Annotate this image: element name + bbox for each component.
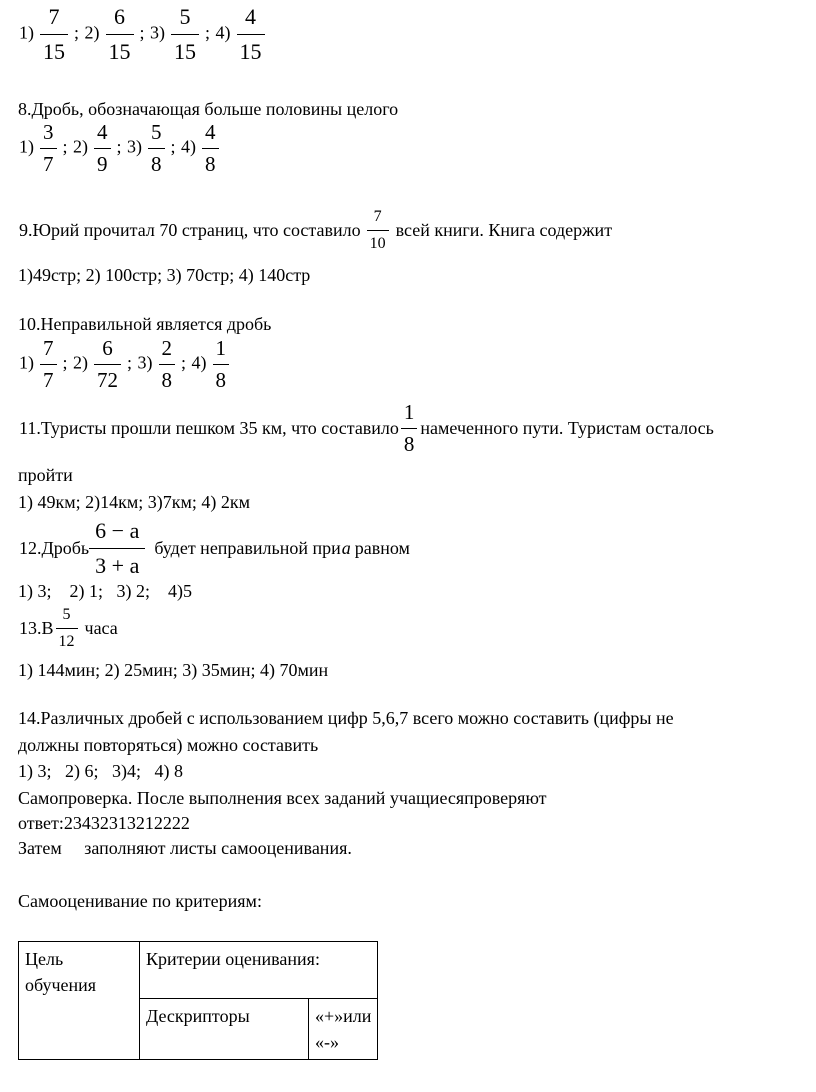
q10-option-1: 1) $\frac{7}{7}$ ; bbox=[19, 336, 68, 392]
q14-answers: 1) 3; 2) 6; 3)4; 4) 8 bbox=[18, 761, 183, 781]
fraction: $\frac{2}{8}$ bbox=[159, 336, 176, 393]
q8-option-1: 1) $\frac{3}{7}$ ; bbox=[19, 120, 68, 176]
q7-option-3: 3) $\frac{5}{15}$ ; bbox=[150, 4, 211, 64]
fraction: $\frac{1}{8}$ bbox=[213, 336, 230, 393]
fraction: $\frac{4}{9}$ bbox=[94, 120, 111, 177]
mark-header: «+»или «-» bbox=[315, 1006, 372, 1052]
descriptors-header: Дескрипторы bbox=[146, 1006, 250, 1026]
q9-question: 9.Юрий прочитал 70 страниц, что составило $\frac{7}{10}$ всей книги. Книга содержит bbox=[19, 208, 613, 252]
variable-a: a bbox=[341, 538, 351, 558]
q8-option-2: 2) $\frac{4}{9}$ ; bbox=[73, 120, 122, 176]
q8-option-3: 3) $\frac{5}{8}$ ; bbox=[127, 120, 176, 176]
criteria-heading: Самооценивание по критериям: bbox=[18, 891, 262, 911]
mark-header-cell bbox=[309, 999, 378, 1060]
q13-answers: 1) 144мин; 2) 25мин; 3) 35мин; 4) 70мин bbox=[18, 660, 329, 680]
q14-line2: должны повторяться) можно составить bbox=[18, 735, 319, 755]
q7-option-1: 1) $\frac{7}{15}$ ; bbox=[19, 4, 80, 64]
fraction: $\frac{6}{72}$ bbox=[94, 336, 121, 393]
fraction: $\frac{5}{12}$ bbox=[56, 606, 78, 651]
goal-header-cell bbox=[19, 942, 140, 1060]
q10-option-4: 4) $\frac{1}{8}$ bbox=[192, 336, 236, 393]
q7-option-4: 4) $\frac{4}{15}$ bbox=[216, 4, 271, 65]
fraction: $\frac{4}{8}$ bbox=[202, 120, 219, 177]
q10-options bbox=[18, 336, 235, 393]
q10-option-2: 2) $\frac{6}{72}$ ; bbox=[73, 336, 133, 392]
criteria-header: Критерии оценивания: bbox=[146, 949, 320, 969]
q8-title: 8.Дробь, обозначающая больше половины целого bbox=[18, 99, 399, 119]
q11-question: 11.Туристы прошли пешком 35 км, что составило $\frac{1}{8}$ намеченного пути. Туристам осталось bbox=[19, 400, 714, 456]
selfcheck-line3: Затем заполняют листы самооценивания. bbox=[18, 838, 352, 858]
selfcheck-line2: ответ:23432313212222 bbox=[18, 813, 190, 833]
fraction: $\frac{3}{7}$ bbox=[40, 120, 57, 177]
fraction: $\frac{5}{15}$ bbox=[171, 4, 199, 65]
q12-question: 12.Дробь $\frac{6 - a}{3 + a}$ будет неправильной приa равном bbox=[18, 514, 410, 583]
fraction: $\frac{1}{8}$ bbox=[401, 400, 418, 457]
q14-line1: 14.Различных дробей с использованием цифр 5,6,7 всего можно составить (цифры не bbox=[18, 708, 674, 728]
q11-answers: 1) 49км; 2)14км; 3)7км; 4) 2км bbox=[18, 492, 251, 512]
q11-question-cont: пройти bbox=[18, 465, 73, 485]
q8-option-4: 4) $\frac{4}{8}$ bbox=[181, 120, 225, 177]
descriptors-header-cell bbox=[140, 999, 309, 1060]
q10-title: 10.Неправильной является дробь bbox=[18, 314, 272, 334]
fraction: $\frac{6 - a}{3 + a}$ bbox=[89, 514, 145, 583]
criteria-header-cell bbox=[140, 942, 378, 999]
fraction: $\frac{6}{15}$ bbox=[106, 4, 134, 65]
fraction: $\frac{7}{7}$ bbox=[40, 336, 57, 393]
q10-option-3: 3) $\frac{2}{8}$ ; bbox=[137, 336, 187, 392]
goal-header: Цель обучения bbox=[25, 949, 97, 995]
criteria-table bbox=[18, 941, 378, 1060]
fraction: $\frac{5}{8}$ bbox=[148, 120, 165, 177]
q7-option-2: 2) $\frac{6}{15}$ ; bbox=[84, 4, 145, 64]
fraction: $\frac{4}{15}$ bbox=[237, 4, 265, 65]
fraction: $\frac{7}{15}$ bbox=[40, 4, 68, 65]
q9-answers: 1)49стр; 2) 100стр; 3) 70стр; 4) 140стр bbox=[18, 265, 311, 285]
q13-question: 13.В $\frac{5}{12}$ часа bbox=[19, 606, 118, 650]
fraction: $\frac{7}{10}$ bbox=[367, 208, 389, 253]
q7-options bbox=[18, 4, 271, 65]
selfcheck-line1: Самопроверка. После выполнения всех заданий учащиесяпроверяют bbox=[18, 788, 547, 808]
q12-answers: 1) 3; 2) 1; 3) 2; 4)5 bbox=[18, 581, 192, 601]
q8-options bbox=[18, 120, 225, 177]
